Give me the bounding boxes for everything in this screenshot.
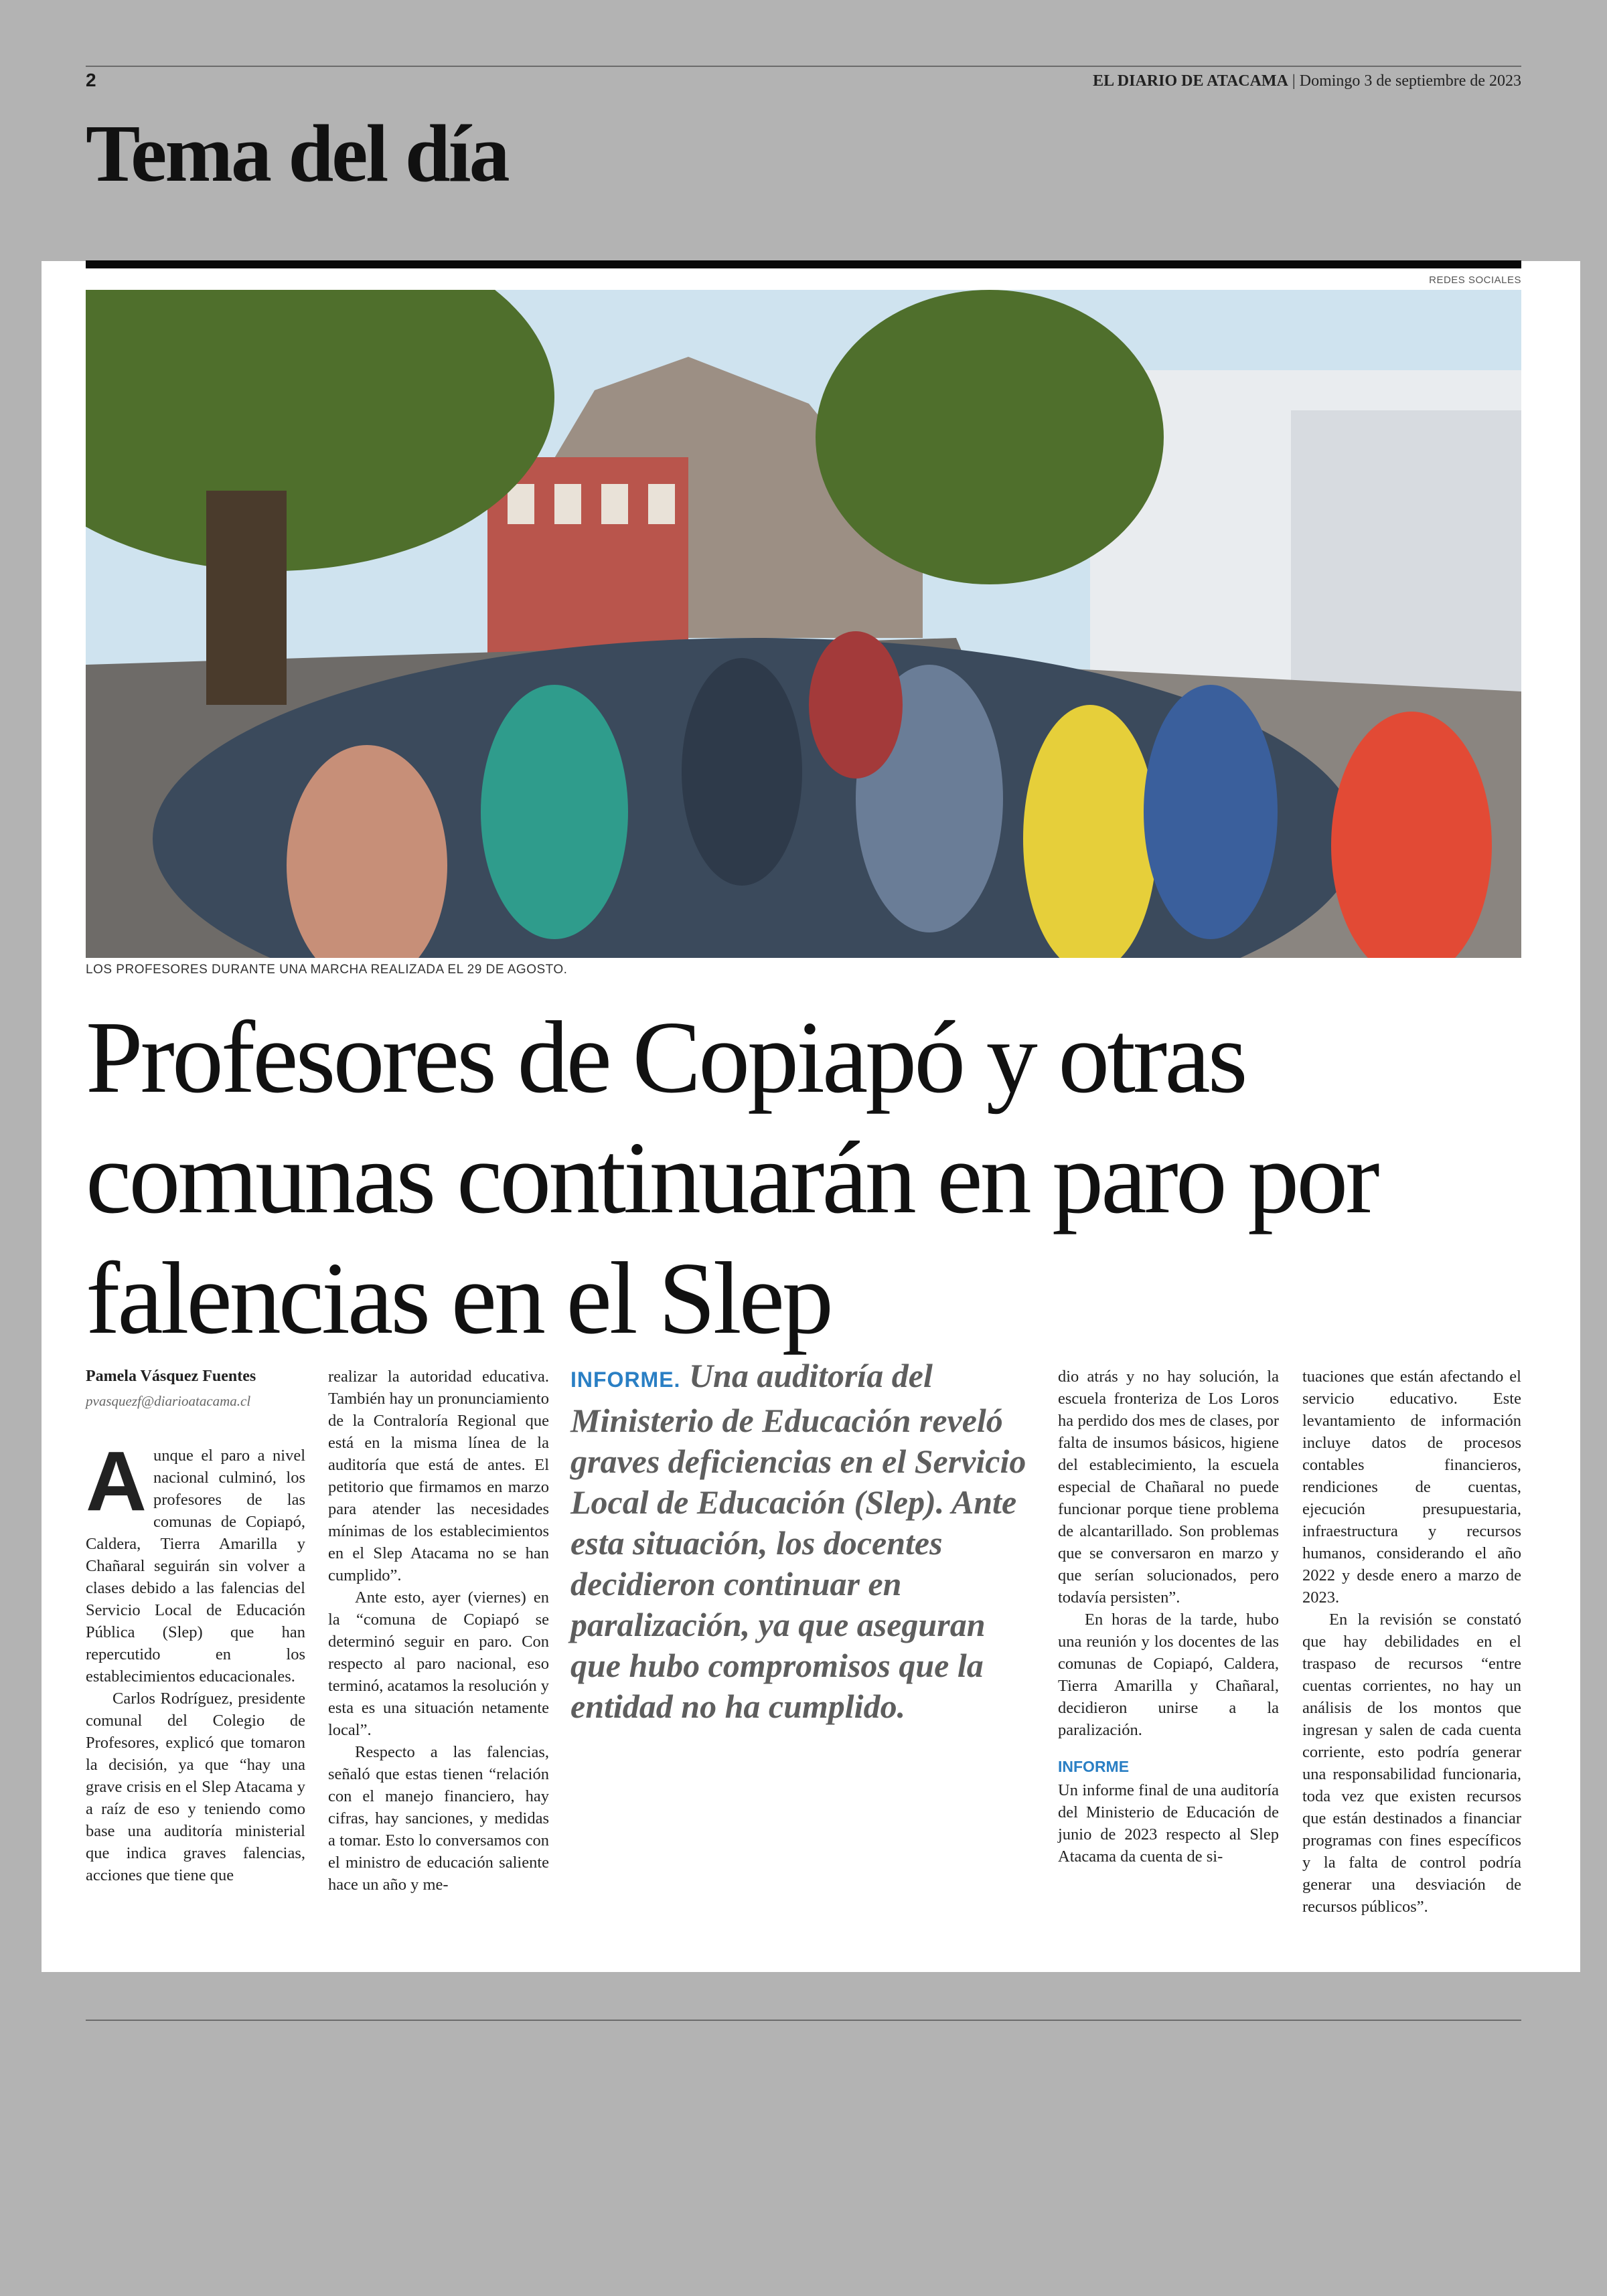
- paragraph: En la revisión se constató que hay debilidades en el traspaso de recursos “entre cuentas corrientes, no hay un análisis de los montos que ingresan y salen de cada cuenta corriente, esto podría generar una responsabilidad funcionaria, toda vez que existen recursos que están destinados a financiar programas con fines específicos y la falta de control podría generar una desviación de recursos públicos”.: [1302, 1611, 1521, 1916]
- photo-caption: LOS PROFESORES DURANTE UNA MARCHA REALIZADA EL 29 DE AGOSTO.: [86, 963, 568, 977]
- paragraph: Respecto a las falencias, señaló que estas tienen “relación con el manejo financiero, hay cifras, hay sanciones, y medidas a tomar. Esto lo conversamos con el ministro de educación saliente hace un año y me-: [328, 1743, 549, 1894]
- lead-paragraph: Aunque el paro a nivel nacional culminó, los profesores de las comunas de Copiapó, Caldera, Tierra Amarilla y Chañaral seguirán sin volver a clases debido a las falencias del Servicio Local de Educación Pública (Slep) que han repercutido en los establecimientos educacionales.: [86, 1434, 305, 1686]
- masthead-separator: |: [1288, 72, 1300, 90]
- footer-rule: [86, 2020, 1521, 2021]
- paragraph: realizar la autoridad educativa. También hay un pronunciamiento de la Contraloría Regional que está en la misma línea de la auditoría que está de antes. El petitorio que firmamos en marzo para atender las necesidades mínimas de los establecimientos en el Slep Atacama no se han cumplido”.: [328, 1368, 549, 1584]
- pull-quote-tag: INFORME.: [570, 1368, 681, 1392]
- issue-date: Domingo 3 de septiembre de 2023: [1299, 72, 1521, 90]
- section-title: Tema del día: [86, 108, 508, 199]
- section-rule: [86, 260, 1521, 268]
- article-column-5: [1302, 1366, 1521, 1918]
- photo-credit: REDES SOCIALES: [1429, 274, 1521, 286]
- newspaper-name: EL DIARIO DE ATACAMA: [1093, 72, 1288, 90]
- paragraph: Carlos Rodríguez, presidente comunal del Colegio de Profesores, explicó que tomaron la decisión, ya que “hay una grave crisis en el Slep Atacama y a raíz de eso y teniendo como base una auditoría ministerial que indica graves falencias, acciones que tiene que: [86, 1690, 305, 1884]
- drop-cap: A: [86, 1434, 147, 1528]
- paragraph: dio atrás y no hay solución, la escuela fronteriza de Los Loros ha perdido dos mes de clases, por falta de insumos básicos, higiene del establecimiento, la escuela especial de Chañaral no puede funcionar porque tiene problema de alcantarillado. Son problemas que se conversaron en marzo y que serían solucionados, pero todavía persisten”.: [1058, 1368, 1279, 1607]
- paragraph: En horas de la tarde, hubo una reunión y los docentes de las comunas de Copiapó, Caldera, Tierra Amarilla y Chañaral, decidieron unirse a la paralización.: [1058, 1611, 1279, 1739]
- photo-tree-right: [816, 290, 1164, 584]
- page-number: 2: [86, 70, 96, 90]
- article-column-1: [86, 1366, 305, 1886]
- march-photo-illustration: [86, 290, 1521, 958]
- subhead: INFORME: [1058, 1758, 1130, 1775]
- paragraph: Un informe final de una auditoría del Ministerio de Educación de junio de 2023 respecto al Slep Atacama da cuenta de si-: [1058, 1781, 1279, 1866]
- masthead: [1093, 72, 1521, 90]
- article-headline: Profesores de Copiapó y otras comunas continuarán en paro por falencias en el Slep: [86, 1001, 1377, 1356]
- pull-quote: [570, 1356, 1039, 1727]
- paragraph: tuaciones que están afectando el servicio educativo. Este levantamiento de información incluye datos de procesos contables financieros, rendiciones de cuentas, ejecución presupuestaria, infraestructura y recursos humanos, considerando el año 2022 y desde enero a marzo de 2023.: [1302, 1368, 1521, 1607]
- paragraph: Ante esto, ayer (viernes) en la “comuna de Copiapó se determinó seguir en paro. Con respecto al paro nacional, eso terminó, acatamos la resolución y esta es una situación netamente local”.: [328, 1588, 549, 1739]
- article-column-4: [1058, 1366, 1279, 1868]
- pull-quote-text: Una auditoría del Ministerio de Educación reveló graves deficiencias en el Servicio Local de Educación (Slep). Ante esta situación, los docentes decidieron continuar en paralización, ya que aseguran que hubo compromisos que la entidad no ha cumplido.: [570, 1357, 1026, 1725]
- author-email[interactable]: pvasquezf@diarioatacama.cl: [86, 1393, 251, 1409]
- header-rule: [86, 66, 1521, 67]
- article-column-2: [328, 1366, 549, 1896]
- author-name: Pamela Vásquez Fuentes: [86, 1368, 256, 1385]
- article-photo: [86, 290, 1521, 958]
